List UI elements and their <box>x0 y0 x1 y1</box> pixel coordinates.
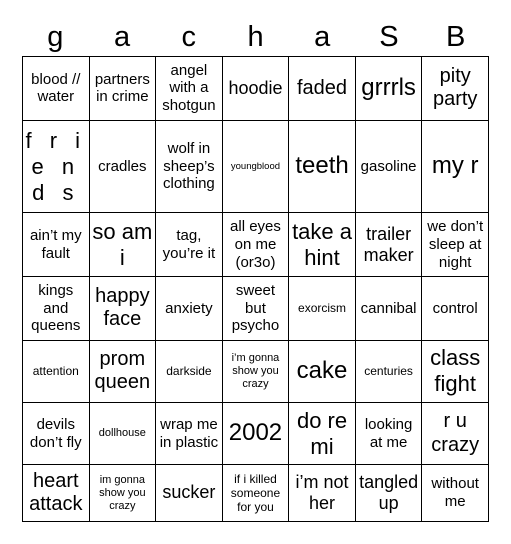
bingo-cell[interactable]: pity party <box>422 57 489 121</box>
header-letter: S <box>379 21 399 53</box>
bingo-cell[interactable]: dollhouse <box>89 402 156 464</box>
bingo-cell[interactable]: without me <box>422 465 489 522</box>
grid-row <box>23 277 489 341</box>
bingo-cell[interactable]: attention <box>23 340 90 402</box>
bingo-cell[interactable]: cradles <box>89 120 156 213</box>
header-letter: B <box>446 21 466 53</box>
bingo-cell[interactable]: prom queen <box>89 340 156 402</box>
grid-row <box>23 340 489 402</box>
bingo-cell[interactable]: darkside <box>156 340 223 402</box>
bingo-cell[interactable]: trailer maker <box>355 213 422 277</box>
bingo-cell[interactable]: tangled up <box>355 465 422 522</box>
bingo-cell[interactable]: looking at me <box>355 402 422 464</box>
bingo-cell[interactable]: cannibal <box>355 277 422 341</box>
bingo-cell[interactable]: cake <box>289 340 356 402</box>
bingo-cell[interactable]: happy face <box>89 277 156 341</box>
grid-row <box>23 465 489 522</box>
bingo-cell[interactable]: do re mi <box>289 402 356 464</box>
header-letter: h <box>247 21 264 53</box>
grid-row <box>23 402 489 464</box>
header-letter: g <box>47 21 64 53</box>
bingo-cell[interactable]: we don’t sleep at night <box>422 213 489 277</box>
bingo-cell[interactable]: tag, you’re it <box>156 213 223 277</box>
bingo-cell[interactable]: youngblood <box>222 120 289 213</box>
grid-row <box>23 120 489 213</box>
bingo-cell[interactable]: centuries <box>355 340 422 402</box>
bingo-cell[interactable]: sweet but psycho <box>222 277 289 341</box>
header-letter: c <box>181 21 197 53</box>
bingo-cell[interactable]: anxiety <box>156 277 223 341</box>
bingo-cell[interactable]: blood // water <box>23 57 90 121</box>
bingo-header <box>22 18 489 56</box>
bingo-cell[interactable]: exorcism <box>289 277 356 341</box>
bingo-cell[interactable]: partners in crime <box>89 57 156 121</box>
bingo-cell[interactable]: i’m gonna show you crazy <box>222 340 289 402</box>
grid-row <box>23 57 489 121</box>
bingo-cell[interactable]: kings and queens <box>23 277 90 341</box>
header-letter: a <box>314 21 331 53</box>
grid-row <box>23 213 489 277</box>
bingo-grid <box>22 56 489 522</box>
bingo-cell[interactable]: heart attack <box>23 465 90 522</box>
bingo-cell[interactable]: teeth <box>289 120 356 213</box>
bingo-cell[interactable]: i’m not her <box>289 465 356 522</box>
bingo-cell[interactable]: grrrls <box>355 57 422 121</box>
bingo-cell[interactable]: gasoline <box>355 120 422 213</box>
bingo-cell[interactable]: class fight <box>422 340 489 402</box>
bingo-cell[interactable]: all eyes on me (or3o) <box>222 213 289 277</box>
bingo-cell[interactable]: devils don’t fly <box>23 402 90 464</box>
bingo-cell[interactable]: sucker <box>156 465 223 522</box>
bingo-cell[interactable]: im gonna show you crazy <box>89 465 156 522</box>
bingo-cell[interactable]: r u crazy <box>422 402 489 464</box>
bingo-cell[interactable]: hoodie <box>222 57 289 121</box>
bingo-cell[interactable]: ain’t my fault <box>23 213 90 277</box>
bingo-cell[interactable]: control <box>422 277 489 341</box>
bingo-cell[interactable]: so am i <box>89 213 156 277</box>
bingo-cell[interactable]: take a hint <box>289 213 356 277</box>
bingo-cell[interactable]: f r i e n d s <box>23 120 90 213</box>
bingo-cell[interactable]: angel with a shotgun <box>156 57 223 121</box>
header-letter: a <box>114 21 131 53</box>
bingo-cell[interactable]: if i killed someone for you <box>222 465 289 522</box>
bingo-cell[interactable]: wrap me in plastic <box>156 402 223 464</box>
bingo-cell[interactable]: my r <box>422 120 489 213</box>
bingo-cell[interactable]: 2002 <box>222 402 289 464</box>
bingo-cell[interactable]: faded <box>289 57 356 121</box>
bingo-cell[interactable]: wolf in sheep’s clothing <box>156 120 223 213</box>
